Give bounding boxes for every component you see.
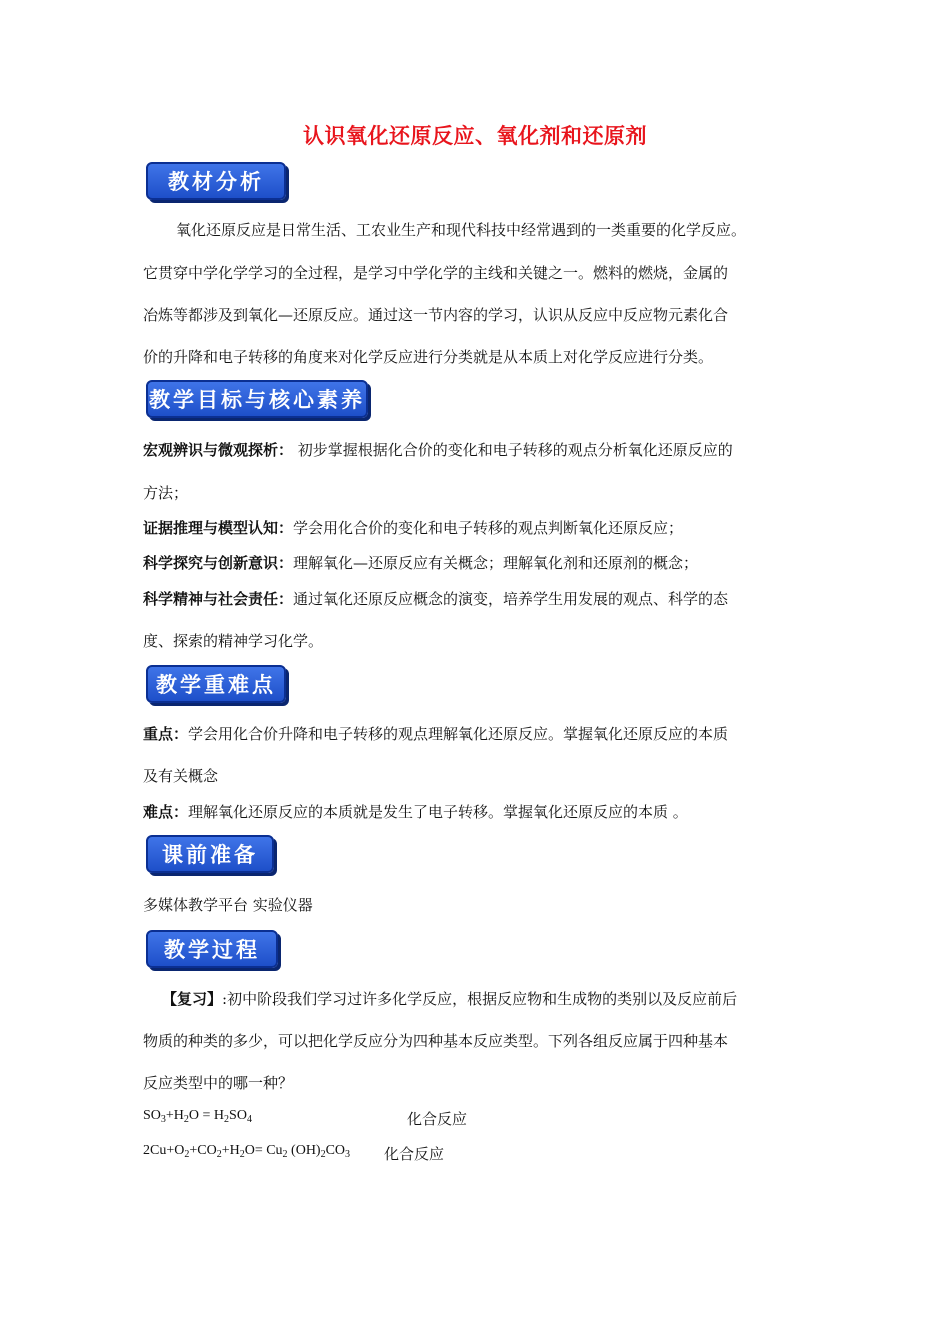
keypoint-cont: 及有关概念 — [143, 767, 219, 785]
equation-2: $2Cu+O_2+CO_2+H_2O= Cu_2$ $(OH)_2CO_3$ — [143, 1143, 351, 1160]
section-badge-prep: 课前准备 — [146, 835, 274, 873]
goal-row-1 — [143, 439, 733, 460]
keypoint-row — [143, 723, 728, 744]
equation-1-type: 化合反应 — [407, 1110, 468, 1128]
section-badge-analysis: 教材分析 — [146, 162, 286, 200]
analysis-line-3: 冶炼等都涉及到氧化—还原反应。通过这一节内容的学习，认识从反应中反应物元素化合 — [143, 306, 729, 324]
analysis-line-2: 它贯穿中学化学学习的全过程，是学习中学化学的主线和关键之一。燃料的燃烧，金属的 — [143, 264, 729, 282]
difficulty-text: 理解氧化还原反应的本质就是发生了电子转移。掌握氧化还原反应的本质 。 — [188, 803, 688, 821]
difficulty-row — [143, 801, 688, 822]
goal-label-4: 科学精神与社会责任： — [143, 590, 294, 608]
goal-label-3: 科学探究与创新意识： — [143, 554, 294, 572]
goal-text-2: 学会用化合价的变化和电子转移的观点判断氧化还原反应； — [293, 519, 684, 537]
goal-row-2 — [143, 517, 683, 538]
review-label: 【复习】 — [162, 990, 223, 1008]
review-row — [162, 988, 737, 1009]
goal-row-4 — [143, 588, 728, 609]
goal-label-1: 宏观辨识与微观探析： — [143, 441, 294, 459]
review-line-2: 物质的种类的多少，可以把化学反应分为四种基本反应类型。下列各组反应属于四种基本 — [143, 1032, 729, 1050]
keypoint-label: 重点： — [143, 725, 189, 743]
keypoint-text: 学会用化合价升降和电子转移的观点理解氧化还原反应。掌握氧化还原反应的本质 — [188, 725, 729, 743]
section-badge-process: 教学过程 — [146, 930, 278, 968]
goal-text-4: 通过氧化还原反应概念的演变，培养学生用发展的观点、科学的态 — [293, 590, 729, 608]
document-title: 认识氧化还原反应、氧化剂和还原剂 — [303, 124, 647, 148]
review-text: :初中阶段我们学习过许多化学反应，根据反应物和生成物的类别以及反应前后 — [222, 990, 738, 1008]
equation-1: $SO_3+H_2O = H_2SO_4$ — [143, 1108, 252, 1125]
goal-text-3: 理解氧化—还原反应有关概念；理解氧化剂和还原剂的概念； — [293, 554, 699, 572]
difficulty-label: 难点： — [143, 803, 189, 821]
goal-row-3 — [143, 552, 698, 573]
goal-cont-1: 方法； — [143, 484, 189, 502]
goal-label-2: 证据推理与模型认知： — [143, 519, 294, 537]
goal-text-1: 初步掌握根据化合价的变化和电子转移的观点分析氧化还原反应的 — [293, 441, 733, 459]
analysis-line-4: 价的升降和电子转移的角度来对化学反应进行分类就是从本质上对化学反应进行分类。 — [143, 348, 714, 366]
section-badge-keypoints: 教学重难点 — [146, 665, 286, 703]
section-badge-goals: 教学目标与核心素养 — [146, 380, 368, 418]
analysis-line-1: 氧化还原反应是日常生活、工农业生产和现代科技中经常遇到的一类重要的化学反应。 — [176, 221, 747, 239]
equation-2-type: 化合反应 — [384, 1145, 445, 1163]
review-line-3: 反应类型中的哪一种？ — [143, 1074, 294, 1092]
goal-cont-4: 度、探索的精神学习化学。 — [143, 632, 324, 650]
prep-text: 多媒体教学平台 实验仪器 — [143, 896, 313, 914]
